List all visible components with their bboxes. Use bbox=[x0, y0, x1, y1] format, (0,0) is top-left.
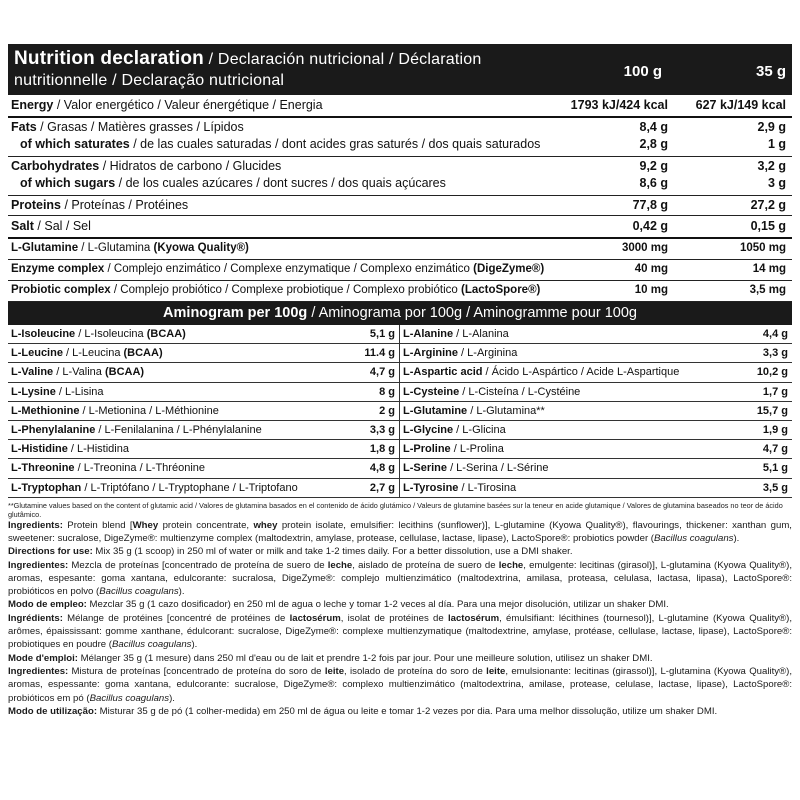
amino-row bbox=[400, 459, 792, 478]
nutrient-translations: / de las cuales saturadas / dont acides gras saturés / dos quais saturados bbox=[129, 137, 541, 151]
amino-translations: / L-Prolina bbox=[450, 443, 504, 456]
amino-value: 5,1 g bbox=[762, 462, 788, 475]
text-paragraph bbox=[8, 665, 792, 705]
amino-row bbox=[8, 363, 400, 382]
paragraph-segment: , emulsionante: lecitinas (girassol)], L-glutamina (Kyowa Quality®), aromas, espessante: goma xantana, edulcorante: sucralose, DigeZyme®: complexo multienzimático (maltodextrina, amilase, protease, celulase, lactase, lipase), LactoSpore®: probióticos em pó ( bbox=[8, 665, 792, 704]
value-35g: 3,2 g bbox=[757, 159, 786, 173]
amino-row bbox=[8, 325, 400, 344]
title-bold: Nutrition declaration bbox=[14, 48, 204, 69]
nutrition-row bbox=[8, 157, 792, 176]
paragraph-segment: ). bbox=[169, 692, 175, 704]
amino-label bbox=[11, 402, 219, 420]
value-35g: 3 g bbox=[767, 176, 786, 190]
amino-label bbox=[11, 440, 129, 458]
amino-value: 4,7 g bbox=[762, 443, 788, 456]
amino-value: 5,1 g bbox=[369, 328, 395, 340]
nutrient-name: Carbohydrates bbox=[11, 159, 100, 173]
nutrition-row bbox=[8, 118, 792, 137]
value-100g: 2,8 g bbox=[639, 137, 668, 151]
value-100g: 8,4 g bbox=[639, 120, 668, 134]
nutrient-label bbox=[11, 198, 188, 212]
value-100g: 10 mg bbox=[634, 284, 668, 296]
amino-label bbox=[11, 421, 262, 439]
supplement-name: Probiotic complex bbox=[11, 284, 111, 296]
amino-translations: / L-Histidina bbox=[67, 443, 129, 456]
amino-name: L-Leucine bbox=[11, 347, 63, 360]
paragraph-segment: leite bbox=[324, 665, 345, 677]
nutrient-name: of which saturates bbox=[20, 137, 130, 151]
paragraph-segment: leche bbox=[327, 559, 353, 571]
amino-value: 10,2 g bbox=[756, 366, 788, 379]
nutrient-name: Fats bbox=[11, 120, 37, 134]
amino-translations: / L-Alanina bbox=[453, 328, 509, 340]
amino-name: L-Histidine bbox=[11, 443, 68, 456]
value-35g: 3,5 mg bbox=[749, 284, 786, 296]
paragraph-segment: Mezcla de proteínas [concentrado de proteína de suero de bbox=[68, 559, 328, 571]
supplement-brand: (DigeZyme®) bbox=[473, 263, 545, 275]
amino-name: L-Cysteine bbox=[403, 385, 460, 398]
amino-row bbox=[400, 421, 792, 440]
amino-translations: / L-Isoleucina bbox=[75, 328, 147, 340]
supplement-row bbox=[8, 260, 792, 281]
amino-value: 11.4 g bbox=[364, 347, 395, 360]
value-100g: 1793 kJ/424 kcal bbox=[570, 98, 668, 112]
amino-label bbox=[11, 325, 186, 343]
paragraph-label: Modo de empleo: bbox=[8, 599, 87, 611]
text-paragraph bbox=[8, 612, 792, 652]
amino-translations: / L-Lisina bbox=[55, 385, 104, 398]
amino-label bbox=[11, 459, 205, 477]
amino-name: L-Serine bbox=[403, 462, 448, 475]
amino-value: 1,9 g bbox=[762, 423, 788, 436]
text-paragraph bbox=[8, 559, 792, 599]
amino-translations: / L-Arginina bbox=[458, 347, 518, 360]
supplement-label bbox=[11, 263, 544, 275]
amino-label bbox=[403, 325, 509, 343]
supplement-name: L-Glutamine bbox=[11, 242, 79, 254]
amino-row bbox=[8, 421, 400, 440]
amino-label bbox=[403, 479, 516, 497]
amino-value: 4,4 g bbox=[762, 328, 788, 340]
amino-tag: (BCAA) bbox=[146, 328, 186, 340]
nutrient-label bbox=[11, 98, 323, 112]
amino-name: L-Phenylalanine bbox=[11, 423, 96, 436]
text-paragraph bbox=[8, 545, 792, 558]
value-35g: 0,15 g bbox=[750, 219, 786, 233]
amino-row bbox=[8, 459, 400, 478]
column-header-35g: 35 g bbox=[755, 63, 786, 80]
nutrient-name: Energy bbox=[11, 98, 54, 112]
aminogram-title-rest: / Aminograma por 100g / Aminogramme pour 100g bbox=[307, 305, 637, 321]
paragraph-segment: Bacillus coagulans bbox=[89, 692, 170, 704]
supplement-name: Enzyme complex bbox=[11, 263, 105, 275]
title-rest: / Declaración nutricional / Déclaration nutritionnelle / Declaração nutricional bbox=[14, 51, 482, 89]
amino-name: L-Proline bbox=[403, 443, 451, 456]
paragraph-segment: Mezclar 35 g (1 cazo dosificador) en 250 ml de agua o leche y tomar 1-2 veces al día. Para una mejor disolución, utilizar un shaker DMI. bbox=[86, 599, 669, 611]
paragraph-segment: , isolat de protéines de bbox=[340, 612, 448, 624]
nutrient-translations: / Grasas / Matières grasses / Lípidos bbox=[36, 120, 244, 134]
paragraph-label: Ingredients: bbox=[8, 519, 63, 531]
aminogram-header bbox=[8, 302, 792, 325]
amino-value: 1,8 g bbox=[369, 443, 395, 456]
amino-value: 4,7 g bbox=[369, 366, 395, 379]
amino-translations: / L-Leucina bbox=[62, 347, 124, 360]
amino-value: 2 g bbox=[379, 404, 395, 417]
supplement-label bbox=[11, 284, 540, 296]
supplement-row bbox=[8, 239, 792, 260]
supplement-row bbox=[8, 281, 792, 302]
nutrient-label bbox=[11, 219, 91, 233]
amino-translations: / L-Cisteína / L-Cystéine bbox=[459, 385, 581, 398]
amino-row bbox=[400, 383, 792, 402]
amino-row bbox=[400, 344, 792, 363]
amino-translations: / L-Tirosina bbox=[458, 481, 517, 494]
supplement-brand: (Kyowa Quality®) bbox=[153, 242, 249, 254]
amino-label bbox=[403, 459, 549, 477]
text-paragraph bbox=[8, 598, 792, 611]
supplement-translations: / L-Glutamina bbox=[78, 242, 154, 254]
supplement-translations: / Complejo enzimático / Complexe enzymatique / Complexo enzimático bbox=[104, 263, 474, 275]
amino-row bbox=[400, 363, 792, 382]
amino-name: L-Tyrosine bbox=[403, 481, 459, 494]
amino-translations: / L-Glutamina** bbox=[467, 404, 545, 417]
aminogram-table bbox=[8, 325, 792, 498]
nutrition-row bbox=[8, 95, 792, 118]
paragraph-segment: Bacillus coagulans bbox=[112, 639, 192, 651]
amino-name: L-Arginine bbox=[403, 347, 458, 360]
amino-name: L-Valine bbox=[11, 366, 54, 379]
paragraph-segment: ). bbox=[191, 639, 198, 651]
glutamine-footnote: **Glutamine values based on the content of glutamic acid / Valores de glutamina basados en el contenido de ácido glutámico / Valeurs de glutamine basées sur la teneur en acide glutamique / Valores de glutamina baseados no teor de ácido glutâmico. bbox=[8, 500, 783, 519]
aminogram-title-bold: Aminogram per 100g bbox=[163, 305, 308, 321]
paragraph-segment: , aislado de proteína de suero de bbox=[352, 559, 499, 571]
paragraph-segment: , isolado de proteína do soro de bbox=[344, 665, 487, 677]
amino-row bbox=[8, 383, 400, 402]
nutrient-label bbox=[11, 176, 446, 190]
nutrient-label bbox=[11, 159, 281, 173]
paragraph-label: Modo de utilização: bbox=[8, 705, 98, 717]
amino-value: 1,7 g bbox=[762, 385, 788, 398]
paragraph-segment: lactosérum bbox=[447, 612, 500, 624]
extra-rows bbox=[8, 239, 792, 302]
nutrient-translations: / Hidratos de carbono / Glucides bbox=[99, 159, 282, 173]
paragraph-segment: Mélanger 35 g (1 mesure) dans 250 ml d'eau ou de lait et prendre 1-2 fois par jour. Pour une meilleure solution, utilisez un shaker DMI. bbox=[77, 652, 653, 664]
amino-translations: / L-Treonina / L-Thréonine bbox=[74, 462, 205, 475]
paragraph-label: Ingredientes: bbox=[8, 559, 69, 571]
value-100g: 9,2 g bbox=[639, 159, 668, 173]
nutrition-label bbox=[8, 44, 792, 718]
paragraph-segment: , emulgente: lecitinas (girasol)], L-glutamina (Kyowa Quality®), aromas, espesante: goma xantana, edulcorante: sucralosa, DigeZyme®: complejo multienzimático (maltodextrina, amilasa, proteasa, celulasa, lactasa, lipasa), LactoSpore®: probióticos en polvo ( bbox=[8, 559, 792, 598]
amino-tag: (BCAA) bbox=[104, 366, 145, 379]
ingredients-text bbox=[8, 519, 792, 718]
paragraph-segment: whey bbox=[253, 519, 278, 531]
paragraph-segment: ). bbox=[178, 586, 185, 598]
amino-row bbox=[8, 440, 400, 459]
paragraph-segment: Bacillus coagulans bbox=[99, 586, 179, 598]
value-35g: 1 g bbox=[767, 137, 786, 151]
amino-name: L-Methionine bbox=[11, 404, 80, 417]
amino-value: 4,8 g bbox=[369, 462, 395, 475]
nutrient-translations: / Proteínas / Protéines bbox=[61, 198, 189, 212]
amino-tag: (BCAA) bbox=[123, 347, 163, 360]
paragraph-segment: lactosérum bbox=[289, 612, 341, 624]
nutrient-label bbox=[11, 120, 244, 134]
amino-label bbox=[403, 440, 504, 458]
aminogram-right-column bbox=[400, 325, 792, 498]
amino-name: L-Isoleucine bbox=[11, 328, 76, 340]
paragraph-segment: Mistura de proteínas [concentrado de proteína do soro de bbox=[68, 665, 325, 677]
value-35g: 2,9 g bbox=[757, 120, 786, 134]
supplement-brand: (LactoSpore®) bbox=[460, 284, 541, 296]
aminogram-left-column bbox=[8, 325, 400, 498]
amino-label bbox=[403, 383, 580, 401]
nutrient-translations: / de los cuales azúcares / dont sucres / dos quais açúcares bbox=[115, 176, 446, 190]
value-35g: 627 kJ/149 kcal bbox=[695, 98, 786, 112]
amino-row bbox=[400, 479, 792, 498]
value-100g: 3000 mg bbox=[621, 242, 668, 254]
value-35g: 1050 mg bbox=[739, 242, 786, 254]
amino-label bbox=[403, 344, 517, 362]
paragraph-segment: Mélange de protéines [concentré de protéines de bbox=[62, 612, 290, 624]
paragraph-segment: Mix 35 g (1 scoop) in 250 ml of water or milk and take 1-2 times daily. For a better dissolution, use a DMI shaker. bbox=[92, 546, 573, 558]
paragraph-label: Ingredientes: bbox=[8, 665, 69, 677]
nutrient-name: Salt bbox=[11, 219, 34, 233]
amino-translations: / L-Fenilalanina / L-Phénylalanine bbox=[95, 423, 262, 436]
amino-name: L-Tryptophan bbox=[11, 481, 82, 494]
amino-value: 3,3 g bbox=[762, 347, 788, 360]
amino-translations: / Ácido L-Aspártico / Acide L-Aspartique bbox=[482, 366, 680, 379]
paragraph-segment: leite bbox=[486, 665, 506, 677]
amino-translations: / L-Metionina / L-Méthionine bbox=[79, 404, 219, 417]
nutrition-row bbox=[8, 196, 792, 216]
amino-label bbox=[403, 421, 506, 439]
value-35g: 14 mg bbox=[752, 263, 786, 275]
paragraph-segment: Misturar 35 g de pó (1 colher-medida) em 250 ml de água ou leite e tomar 1-2 vezes por dia. Para uma melhor dissolução, utilize um shaker DMI. bbox=[97, 705, 718, 717]
amino-name: L-Aspartic acid bbox=[403, 366, 483, 379]
paragraph-segment: protein isolate, emulsifier: lecithins (sunflower)], L-glutamine (Kyowa Quality®), flavourings, thickener: xanthan gum, sweetener: sucralose, DigeZyme®: multienzyme complex (maltodextrin, amylase, protease, cellulase, lactase, lipase), LactoSpore®: probiotics powder ( bbox=[8, 519, 792, 544]
amino-label bbox=[11, 344, 163, 362]
value-100g: 0,42 g bbox=[632, 219, 668, 233]
amino-name: L-Alanine bbox=[403, 328, 454, 340]
paragraph-segment: leche bbox=[498, 559, 524, 571]
amino-row bbox=[8, 344, 400, 363]
nutrient-name: of which sugars bbox=[20, 176, 116, 190]
amino-value: 8 g bbox=[379, 385, 395, 398]
nutrient-name: Proteins bbox=[11, 198, 62, 212]
supplement-translations: / Complejo probiótico / Complexe probiotique / Complexo probiótico bbox=[110, 284, 461, 296]
text-paragraph bbox=[8, 652, 792, 665]
amino-row bbox=[8, 402, 400, 421]
amino-translations: / L-Serina / L-Sérine bbox=[447, 462, 549, 475]
amino-translations: / L-Glicina bbox=[453, 423, 506, 436]
paragraph-label: Ingrédients: bbox=[8, 612, 63, 624]
paragraph-segment: Bacillus coagulans bbox=[654, 532, 734, 544]
value-100g: 8,6 g bbox=[639, 176, 668, 190]
amino-value: 2,7 g bbox=[369, 481, 395, 494]
amino-value: 15,7 g bbox=[756, 404, 788, 417]
table-title bbox=[14, 48, 574, 91]
column-header-100g: 100 g bbox=[623, 63, 662, 80]
value-35g: 27,2 g bbox=[750, 198, 786, 212]
paragraph-label: Mode d'emploi: bbox=[8, 652, 78, 664]
amino-translations: / L-Valina bbox=[53, 366, 105, 379]
amino-label bbox=[403, 363, 679, 381]
amino-label bbox=[11, 479, 298, 497]
supplement-label bbox=[11, 242, 249, 254]
value-100g: 77,8 g bbox=[632, 198, 668, 212]
value-100g: 40 mg bbox=[634, 263, 668, 275]
nutrient-translations: / Valor energético / Valeur énergétique / Energia bbox=[53, 98, 323, 112]
paragraph-segment: , émulsifiant: lécithines (tournesol)], L-glutamine (Kyowa Quality®), arômes, épaississant: gomme xanthane, édulcorant: sucralose, DigeZyme®: complexe multienzymatique (maltodextrine, amylase, protéase, cellulase, lactase, lipase), LactoSpore®: probiotiques en poudre ( bbox=[8, 612, 792, 651]
amino-name: L-Threonine bbox=[11, 462, 75, 475]
nutrition-row bbox=[8, 216, 792, 239]
text-paragraph bbox=[8, 705, 792, 718]
table-header bbox=[8, 44, 792, 95]
amino-row bbox=[400, 402, 792, 421]
amino-name: L-Glutamine bbox=[403, 404, 468, 417]
amino-label bbox=[403, 402, 545, 420]
amino-translations: / L-Triptófano / L-Tryptophane / L-Triptofano bbox=[81, 481, 298, 494]
paragraph-segment: Protein blend [ bbox=[62, 519, 133, 531]
amino-value: 3,5 g bbox=[762, 481, 788, 494]
amino-row bbox=[8, 479, 400, 498]
paragraph-segment: ). bbox=[733, 532, 740, 544]
paragraph-segment: protein concentrate, bbox=[158, 519, 254, 531]
nutrition-rows bbox=[8, 95, 792, 239]
amino-label bbox=[11, 363, 144, 381]
paragraph-segment: Whey bbox=[132, 519, 159, 531]
amino-row bbox=[400, 325, 792, 344]
nutrition-row bbox=[8, 176, 792, 196]
paragraph-label: Directions for use: bbox=[8, 546, 93, 558]
nutrient-label bbox=[11, 137, 540, 151]
nutrition-row bbox=[8, 137, 792, 157]
text-paragraph bbox=[8, 519, 792, 546]
amino-row bbox=[400, 440, 792, 459]
amino-name: L-Glycine bbox=[403, 423, 454, 436]
amino-value: 3,3 g bbox=[369, 423, 395, 436]
amino-label bbox=[11, 383, 104, 401]
nutrient-translations: / Sal / Sel bbox=[33, 219, 91, 233]
amino-name: L-Lysine bbox=[11, 385, 56, 398]
